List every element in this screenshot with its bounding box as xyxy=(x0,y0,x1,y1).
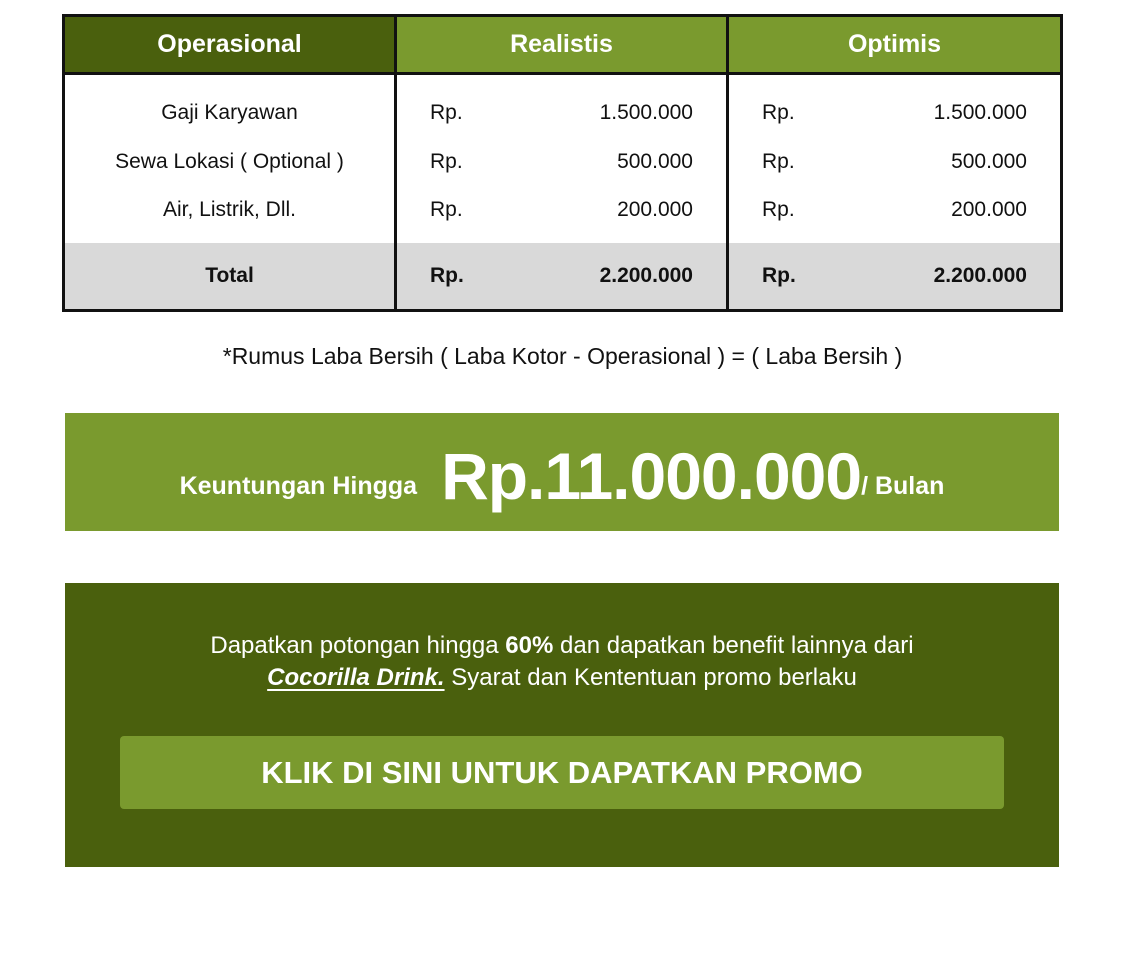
currency-label: Rp. xyxy=(430,149,463,173)
amount-value: 500.000 xyxy=(617,149,693,173)
header-operasional: Operasional xyxy=(65,17,394,75)
currency-label: Rp. xyxy=(430,198,463,222)
table-row xyxy=(729,89,1060,138)
promo-discount: 60% xyxy=(505,632,554,659)
column-optimis xyxy=(729,17,1060,309)
row-label: Air, Listrik, Dll. xyxy=(162,198,296,222)
currency-label: Rp. xyxy=(430,264,464,287)
amount-value: 1.500.000 xyxy=(599,101,693,125)
get-promo-button[interactable]: KLIK DI SINI UNTUK DAPATKAN PROMO xyxy=(120,736,1004,809)
brand-link[interactable]: Cocorilla Drink. xyxy=(267,664,445,691)
row-label: Gaji Karyawan xyxy=(161,101,298,125)
profit-amount: Rp.11.000.000 xyxy=(441,439,862,513)
total-row xyxy=(397,243,726,309)
profit-label: Keuntungan Hingga xyxy=(179,472,418,500)
column-realistis xyxy=(397,17,729,309)
formula-note: *Rumus Laba Bersih ( Laba Kotor - Operasional ) = ( Laba Bersih ) xyxy=(222,343,903,369)
table-row xyxy=(397,89,726,138)
promo-text-pre: Dapatkan potongan hingga xyxy=(210,632,506,659)
promo-text-line-2 xyxy=(65,664,1059,692)
currency-label: Rp. xyxy=(762,101,795,125)
promo-text-line-1 xyxy=(65,632,1059,660)
table-row xyxy=(729,186,1060,235)
profit-banner xyxy=(65,413,1059,531)
total-row xyxy=(729,243,1060,309)
column-operasional xyxy=(65,17,397,309)
cost-table xyxy=(62,14,1063,312)
currency-label: Rp. xyxy=(762,198,795,222)
currency-label: Rp. xyxy=(762,264,796,287)
promo-terms: Syarat dan Kententuan promo berlaku xyxy=(444,664,857,691)
header-realistis: Realistis xyxy=(397,17,726,75)
total-value: 2.200.000 xyxy=(933,264,1027,287)
profit-unit: / Bulan xyxy=(861,472,945,500)
table-row xyxy=(397,186,726,235)
table-row xyxy=(729,138,1060,187)
amount-value: 500.000 xyxy=(951,149,1027,173)
amount-value: 200.000 xyxy=(617,198,693,222)
currency-label: Rp. xyxy=(762,149,795,173)
table-row xyxy=(397,138,726,187)
total-value: 2.200.000 xyxy=(599,264,693,287)
amount-value: 200.000 xyxy=(951,198,1027,222)
promo-section xyxy=(65,583,1059,867)
total-label: Total xyxy=(65,243,394,309)
amount-value: 1.500.000 xyxy=(933,101,1027,125)
header-optimis: Optimis xyxy=(729,17,1060,75)
row-label: Sewa Lokasi ( Optional ) xyxy=(115,149,344,173)
currency-label: Rp. xyxy=(430,101,463,125)
promo-text-post: dan dapatkan benefit lainnya dari xyxy=(553,632,914,659)
